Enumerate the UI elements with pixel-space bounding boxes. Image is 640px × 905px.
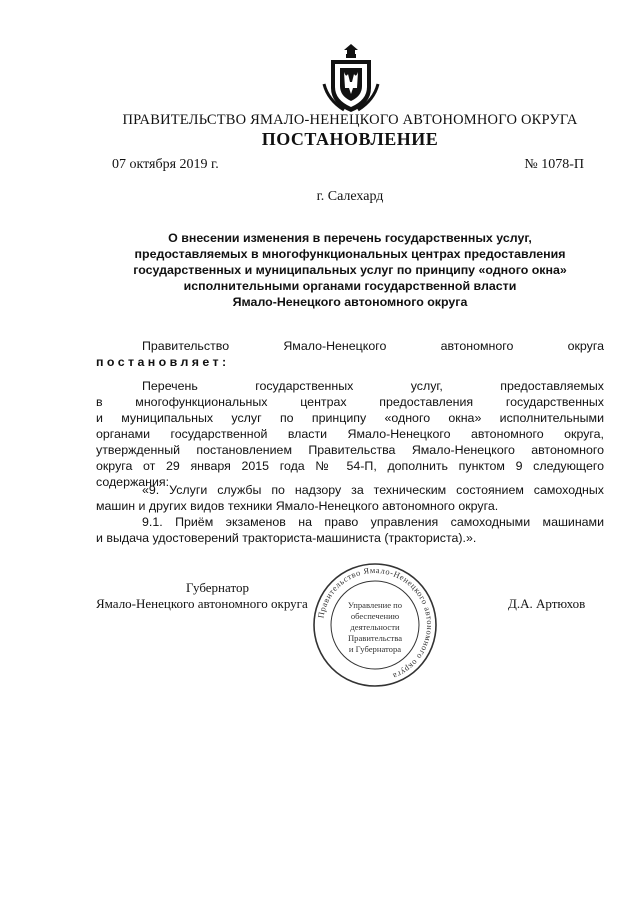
seal-ring-text: Правительство Ямало-Ненецкого автономного округа	[316, 565, 435, 681]
intro-resolves: постановляет:	[96, 355, 230, 369]
document-title	[96, 230, 604, 310]
body-line: округа от 29 января 2015 года № 54-П, дополнить пунктом 9 следующего	[96, 459, 604, 473]
signer-name: Д.А. Артюхов	[508, 596, 586, 611]
government-name: ПРАВИТЕЛЬСТВО ЯМАЛО-НЕНЕЦКОГО АВТОНОМНОГО ОКРУГА	[122, 112, 578, 128]
document-date: 07 октября 2019 г.	[112, 157, 219, 172]
intro-paragraph	[96, 338, 604, 370]
item-9-line: «9. Услуги службы по надзору за техническим состоянием самоходных	[142, 483, 604, 497]
body-line: содержания:	[96, 475, 170, 489]
seal-inner-line: Правительства	[347, 633, 403, 643]
document-type: ПОСТАНОВЛЕНИЕ	[261, 129, 439, 149]
item-9-1-line: 9.1. Приём экзаменов на право управления самоходными машинами	[142, 515, 604, 529]
seal-inner-line: Управление по	[347, 600, 403, 610]
title-line: исполнительными органами государственной власти	[183, 279, 517, 293]
seal-inner-line: и Губернатора	[348, 644, 402, 654]
intro-line: Правительство Ямало-Ненецкого автономного округа	[142, 339, 604, 353]
title-line: Ямало-Ненецкого автономного округа	[232, 295, 468, 309]
seal-inner-line: деятельности	[350, 622, 400, 632]
signer-organization: Ямало-Ненецкого автономного округа	[96, 596, 308, 611]
title-line: государственных и муниципальных услуг по принципу «одного окна»	[133, 263, 567, 277]
title-line: О внесении изменения в перечень государственных услуг,	[168, 231, 532, 245]
coat-of-arms-icon	[322, 44, 380, 116]
document-number: № 1078-П	[524, 157, 584, 172]
item-9-1	[96, 514, 604, 546]
item-9-line: машин и других видов техники Ямало-Ненецкого автономного округа.	[96, 499, 499, 513]
item-9	[96, 482, 604, 514]
body-line: органами государственной власти Ямало-Ненецкого автономного округа,	[96, 427, 604, 441]
body-line: в многофункциональных центрах предоставления государственных	[96, 395, 604, 409]
body-line: утвержденный постановлением Правительства Ямало-Ненецкого автономного	[96, 443, 604, 457]
seal-inner-line: обеспечению	[350, 611, 400, 621]
body-paragraph	[96, 378, 604, 490]
signer-position: Губернатор	[186, 580, 249, 595]
body-line: и муниципальных услуг по принципу «одного окна» исполнительными	[96, 411, 604, 425]
document-city: г. Салехард	[316, 189, 384, 204]
official-seal-icon	[310, 560, 440, 690]
body-line: Перечень государственных услуг, предоставляемых	[142, 379, 604, 393]
item-9-1-line: и выдача удостоверений тракториста-машиниста (тракториста).».	[96, 531, 477, 545]
title-line: предоставляемых в многофункциональных центрах предоставления	[134, 247, 566, 261]
